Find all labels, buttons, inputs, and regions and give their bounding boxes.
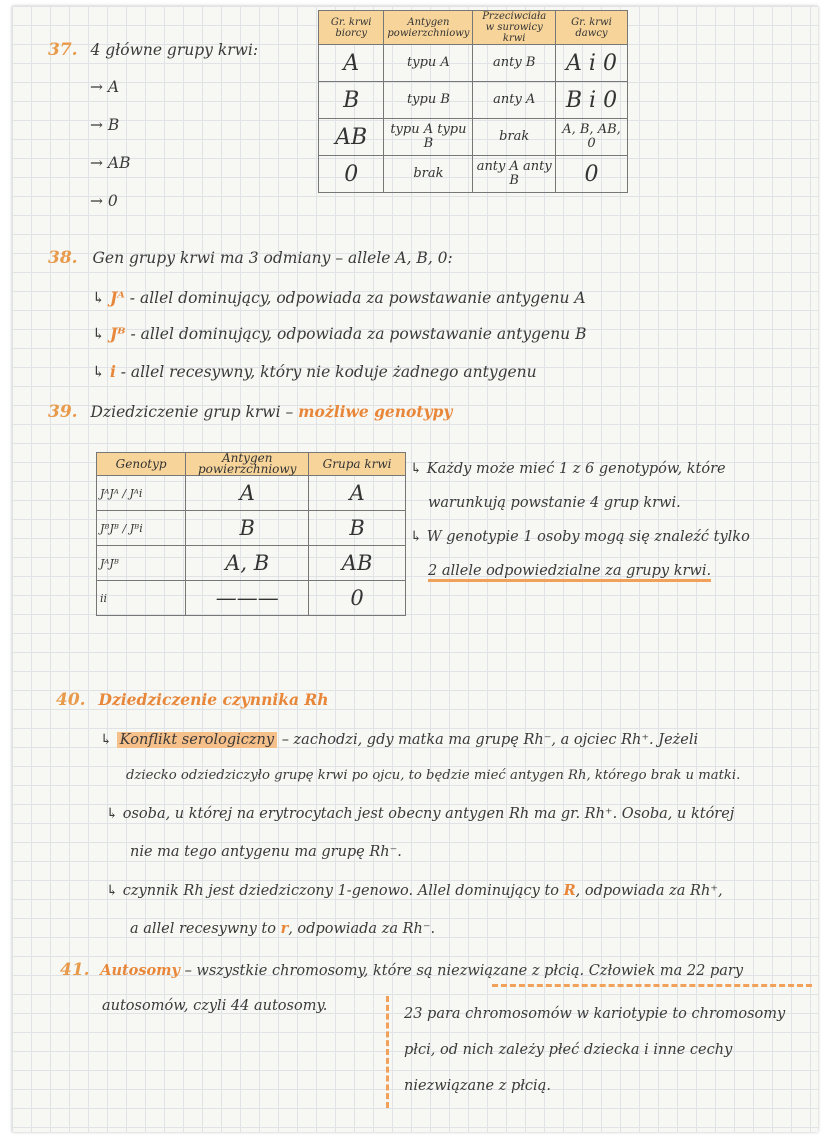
note-line [410, 554, 750, 588]
table-cell: anty B [473, 45, 556, 82]
table-cell: A [186, 476, 309, 511]
note-line: ↳ Każdy może mieć 1 z 6 genotypów, które [410, 461, 726, 477]
rh-line-4: nie ma tego antygenu ma grupę Rh⁻. [130, 844, 402, 860]
side-note-line: 23 para chromosomów w kariotypie to chromosomy [404, 1006, 786, 1022]
table-row [97, 476, 406, 511]
section-37-heading [48, 40, 258, 60]
table-cell: JᴬJᴮ [97, 546, 186, 581]
blood-group-item: → A [90, 78, 120, 96]
table-cell: anty A anty B [473, 156, 556, 193]
section-38-title: Gen grupy krwi ma 3 odmiany – allele A, B, 0: [92, 249, 453, 267]
blood-group-item: → B [90, 116, 120, 134]
table-cell: 0 [309, 581, 406, 616]
notebook-page [12, 6, 818, 1132]
arrow-icon: ↳ [92, 363, 105, 381]
rh-text: , odpowiada za Rh⁻. [288, 921, 436, 937]
table-cell: AB [319, 119, 384, 156]
table2-header: Antygen powierzchniowy [186, 453, 309, 476]
table-cell: typu A [384, 45, 473, 82]
section-40-number: 40. [56, 690, 86, 710]
section-39-title: Dziedziczenie grup krwi – [90, 403, 294, 421]
note-line: ↳ W genotypie 1 osoby mogą się znaleźć tylko [410, 529, 750, 545]
table-row [319, 119, 628, 156]
table-cell: 0 [319, 156, 384, 193]
rh-text: ↳ czynnik Rh jest dziedziczony 1-genowo. Allel dominujący to [106, 883, 559, 899]
table-cell: typu B [384, 82, 473, 119]
allele-symbol: r [280, 920, 289, 937]
arrow-icon: ↳ [92, 325, 105, 343]
table-cell: brak [473, 119, 556, 156]
allele-symbol: Jᴬ [109, 288, 125, 307]
table1-header: Gr. krwi biorcy [319, 11, 384, 45]
table-cell: B [186, 511, 309, 546]
table-cell: anty A [473, 82, 556, 119]
note-line: warunkują powstanie 4 grup krwi. [428, 495, 681, 511]
allele-symbol: R [563, 882, 576, 899]
table-row [319, 82, 628, 119]
table-cell: A i 0 [555, 45, 627, 82]
allele-symbol: Jᴮ [109, 324, 126, 343]
allele-description: - allel dominujący, odpowiada za powstawanie antygenu A [129, 289, 586, 307]
allele-line [92, 324, 586, 343]
genotype-table [96, 452, 406, 616]
section-37-number: 37. [48, 40, 78, 60]
rh-line-6 [130, 920, 435, 937]
table-cell: AB [309, 546, 406, 581]
rh-line-1 [100, 732, 698, 748]
section-39-number: 39. [48, 402, 78, 422]
table-cell: ii [97, 581, 186, 616]
table-row [319, 156, 628, 193]
allele-symbol: i [109, 362, 116, 381]
rh-line-3: ↳ osoba, u której na erytrocytach jest obecny antygen Rh ma gr. Rh⁺. Osoba, u której [106, 806, 735, 822]
table1-header: Gr. krwi dawcy [555, 11, 627, 45]
section-40-title: Dziedziczenie czynnika Rh [98, 690, 329, 709]
blood-group-item: → AB [90, 154, 131, 172]
table-cell: JᴮJᴮ / Jᴮi [97, 511, 186, 546]
section-37-title: 4 główne grupy krwi: [90, 41, 259, 59]
allele-line [92, 362, 537, 381]
arrow-icon: ↳ [100, 732, 113, 748]
section-39-highlight: możliwe genotypy [298, 402, 453, 421]
table-row [97, 511, 406, 546]
table-cell: B i 0 [555, 82, 627, 119]
conflict-term: Konflikt serologiczny [117, 732, 277, 748]
autosomy-text: – wszystkie chromosomy, które są niezwiązane z płcią. Człowiek ma 22 pary [184, 963, 744, 979]
table-cell: A, B [186, 546, 309, 581]
table2-header: Genotyp [97, 453, 186, 476]
blood-donor-table [318, 10, 628, 193]
section-38-number: 38. [48, 248, 78, 268]
table-cell: typu A typu B [384, 119, 473, 156]
table-cell: B [309, 511, 406, 546]
underlined-note: 2 allele odpowiedzialne za grupy krwi. [428, 563, 711, 582]
allele-line [92, 288, 586, 307]
rh-text: – zachodzi, gdy matka ma grupę Rh⁻, a ojciec Rh⁺. Jeżeli [281, 732, 699, 748]
table-cell: A, B, AB, 0 [555, 119, 627, 156]
table-cell: B [319, 82, 384, 119]
allele-description: - allel recesywny, który nie koduje żadnego antygenu [120, 363, 537, 381]
rh-line-2: dziecko odziedziczyło grupę krwi po ojcu, to będzie mieć antygen Rh, którego brak u matki. [126, 768, 741, 783]
table-cell: A [309, 476, 406, 511]
table1-header: Antygen powierzchniowy [384, 11, 473, 45]
section-39-heading [48, 402, 452, 422]
table1-header: Przeciwciała w surowicy krwi [473, 11, 556, 45]
arrow-icon: ↳ [92, 289, 105, 307]
table-cell: brak [384, 156, 473, 193]
section-40-heading [56, 690, 329, 710]
blood-group-item: → 0 [90, 192, 118, 210]
section-41-heading [60, 960, 743, 980]
table2-header: Grupa krwi [309, 453, 406, 476]
table-cell: ——— [186, 581, 309, 616]
side-note-bar [386, 996, 389, 1108]
allele-description: - allel dominujący, odpowiada za powstawanie antygenu B [130, 325, 587, 343]
table-row [319, 45, 628, 82]
table-row [97, 581, 406, 616]
genotype-notes [410, 452, 750, 588]
rh-text: , odpowiada za Rh⁺, [575, 883, 723, 899]
table-cell: 0 [555, 156, 627, 193]
table-cell: A [319, 45, 384, 82]
autosomy-term: Autosomy [100, 962, 180, 979]
side-note [404, 996, 785, 1104]
table-cell: JᴬJᴬ / Jᴬi [97, 476, 186, 511]
section-41-number: 41. [60, 960, 90, 980]
dashed-divider [492, 984, 812, 987]
rh-line-5 [106, 882, 723, 899]
rh-text: a allel recesywny to [130, 921, 276, 937]
table-row [97, 546, 406, 581]
section-38-heading [48, 248, 453, 268]
side-note-line: płci, od nich zależy płeć dziecka i inne cechy [404, 1042, 733, 1058]
side-note-line: niezwiązane z płcią. [404, 1078, 551, 1094]
autosomy-line-2: autosomów, czyli 44 autosomy. [102, 998, 328, 1014]
